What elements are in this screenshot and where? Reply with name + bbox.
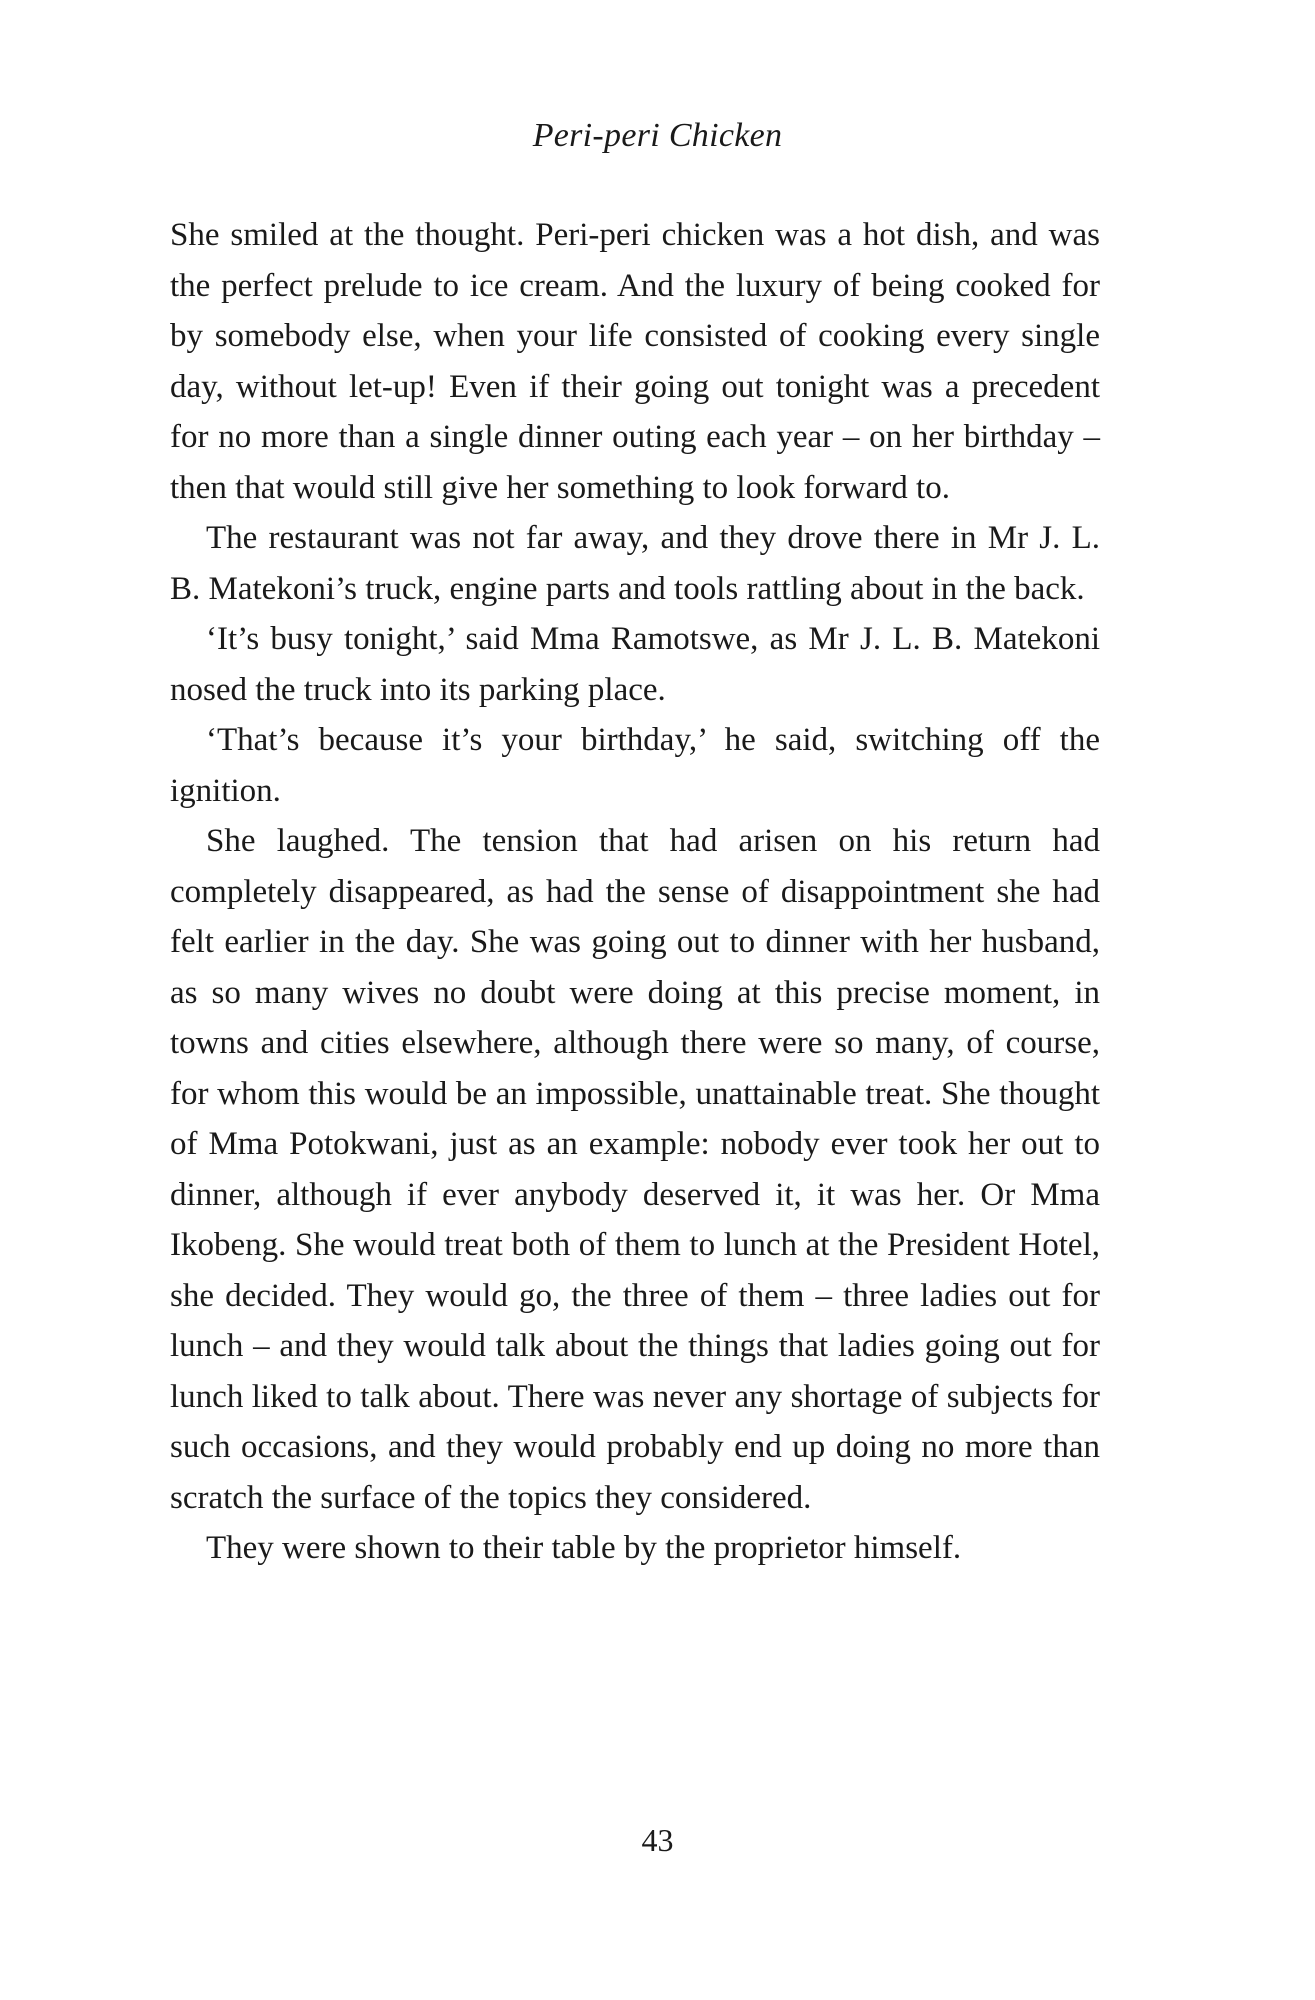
running-head: Peri-peri Chicken xyxy=(532,117,783,154)
paragraph-2: The restaurant was not far away, and they drove there in Mr J. L. B. Matekoni’s truck, engine parts and tools rattling about in the back. xyxy=(170,520,1100,607)
paragraph-3: ‘It’s busy tonight,’ said Mma Ramotswe, as Mr J. L. B. Matekoni nosed the truck into its parking place. xyxy=(170,621,1100,708)
paragraph-1: She smiled at the thought. Peri-peri chicken was a hot dish, and was the perfect prelude to ice cream. And the luxury of being cooked for by somebody else, when your life consisted of cooking every single day, without let-up! Even if their going out tonight was a precedent for no more than a single dinner outing each year – on her birthday – then that would still give her something to look forward to. xyxy=(170,217,1100,506)
paragraph-6: They were shown to their table by the proprietor himself. xyxy=(206,1530,962,1566)
paragraph-5: She laughed. The tension that had arisen on his return had completely disappeared, as had the sense of disappointment she had felt earlier in the day. She was going out to dinner with her husband, as so many wives no doubt were doing at this precise moment, in towns and cities elsewhere, although there were so many, of course, for whom this would be an impossible, unattainable treat. She thought of Mma Potokwani, just as an example: nobody ever took her out to dinner, although if ever anybody deserved it, it was her. Or Mma Ikobeng. She would treat both of them to lunch at the President Hotel, she decided. They would go, the three of them – three ladies out for lunch – and they would talk about the things that ladies going out for lunch liked to talk about. There was never any shortage of subjects for such occasions, and they would probably end up doing no more than scratch the surface of the topics they considered. xyxy=(170,823,1100,1516)
paragraph-4: ‘That’s because it’s your birthday,’ he said, switching off the ignition. xyxy=(170,722,1100,809)
page-number: 43 xyxy=(641,1822,674,1858)
body-text xyxy=(170,210,1100,1574)
